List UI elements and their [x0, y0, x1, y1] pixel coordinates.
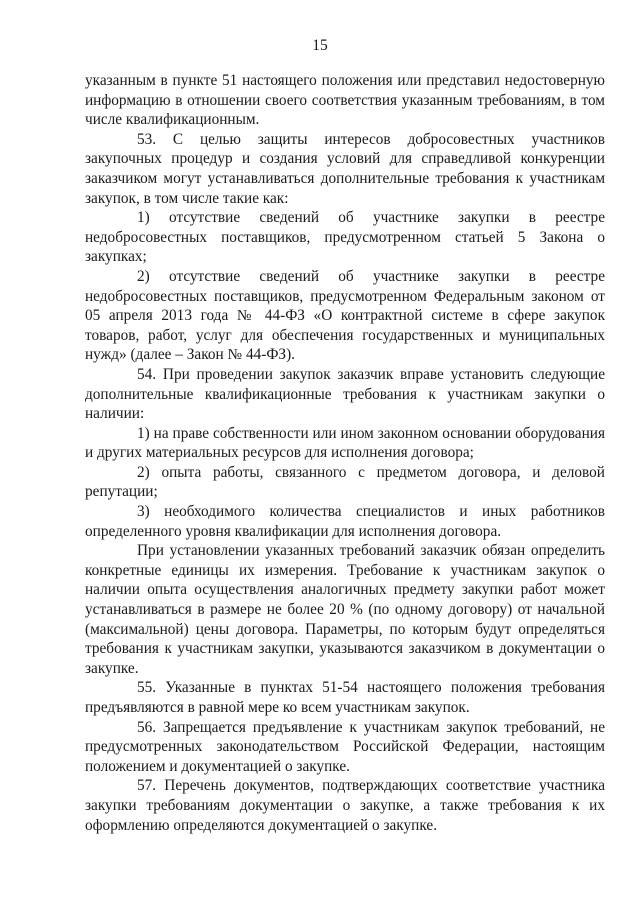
paragraph-54-item-3: 3) необходимого количества специалистов и иных работников определенного уровня квалификации для исполнения договора.	[85, 503, 605, 540]
paragraph-54-item-2: 2) опыта работы, связанного с предметом договора, и деловой репутации;	[85, 463, 605, 501]
paragraph-54: 54. При проведении закупок заказчик вправе установить следующие дополнительные квалификационные требования к участникам закупки о наличии:	[85, 365, 605, 423]
paragraph-54-note: При установлении указанных требований заказчик обязан определить конкретные единицы их измерения. Требование к участникам закупок о наличии опыта осуществления аналогичных предмету закупки работ может устанавливаться в размере не более 20 % (по одному договору) от начальной (максимальной) цены договора. Параметры, по которым будут определяться требования к участникам закупки, указываются заказчиком в документации о закупке.	[85, 542, 605, 677]
paragraph-55: 55. Указанные в пунктах 51-54 настоящего положения требования предъявляются в равной мере ко всем участникам закупок.	[85, 679, 605, 716]
paragraph-56: 56. Запрещается предъявление к участникам закупок требований, не предусмотренных законодательством Российской Федерации, настоящим положением и документацией о закупке.	[85, 718, 605, 775]
document-body	[85, 71, 605, 835]
paragraph-57: 57. Перечень документов, подтверждающих соответствие участника закупки требованиям документации о закупке, а также требования к их оформлению определяются документацией о закупке.	[85, 777, 605, 834]
paragraph-continuation: указанным в пункте 51 настоящего положения или представил недостоверную информацию в отношении своего соответствия указанным требованиям, в том числе квалификационным.	[85, 72, 605, 129]
paragraph-53: 53. С целью защиты интересов добросовестных участников закупочных процедур и создания условий для справедливой конкуренции заказчиком могут устанавливаться дополнительные требования к участникам закупок, в том числе такие как:	[85, 130, 605, 207]
paragraph-53-item-1: 1) отсутствие сведений об участнике закупки в реестре недобросовестных поставщиков, предусмотренном статьей 5 Закона о закупках;	[85, 209, 605, 266]
page-number: 15	[312, 37, 328, 54]
paragraph-53-item-2: 2) отсутствие сведений об участнике закупки в реестре недобросовестных поставщиков, предусмотренном Федеральным законом от 05 апреля 2013 года № 44-ФЗ «О контрактной системе в сфере закупок товаров, работ, услуг для обеспечения государственных и муниципальных нужд» (далее – Закон № 44-ФЗ).	[85, 267, 605, 364]
paragraph-54-item-1: 1) на праве собственности или ином законном основании оборудования и других материальных ресурсов для исполнения договора;	[85, 424, 605, 462]
